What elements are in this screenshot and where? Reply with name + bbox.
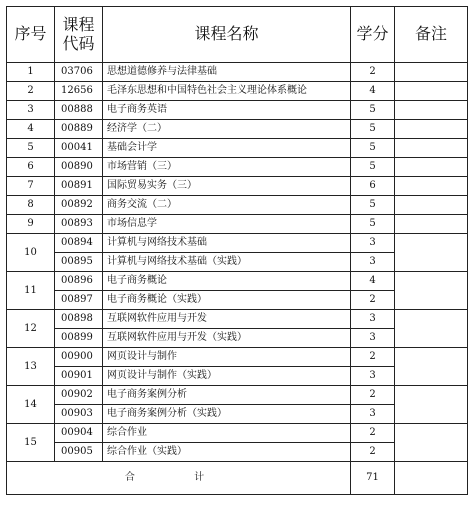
cell-seq: 7 bbox=[7, 177, 55, 196]
table-row bbox=[7, 234, 468, 253]
cell-course-code: 12656 bbox=[55, 82, 103, 101]
header-code bbox=[55, 7, 103, 63]
cell-credits: 2 bbox=[351, 63, 395, 82]
cell-course-name: 计算机与网络技术基础（实践） bbox=[103, 253, 351, 272]
cell-notes bbox=[395, 82, 468, 101]
cell-course-code: 00041 bbox=[55, 139, 103, 158]
cell-credits: 4 bbox=[351, 272, 395, 291]
cell-course-code: 00903 bbox=[55, 405, 103, 424]
cell-course-code: 00889 bbox=[55, 120, 103, 139]
cell-credits: 5 bbox=[351, 196, 395, 215]
cell-seq: 15 bbox=[7, 424, 55, 462]
cell-course-code: 00888 bbox=[55, 101, 103, 120]
total-credits: 71 bbox=[351, 462, 395, 495]
cell-seq: 2 bbox=[7, 82, 55, 101]
header-notes: 备注 bbox=[395, 7, 468, 63]
cell-course-code: 00905 bbox=[55, 443, 103, 462]
cell-notes bbox=[395, 101, 468, 120]
cell-credits: 5 bbox=[351, 139, 395, 158]
cell-course-name: 电子商务概论 bbox=[103, 272, 351, 291]
cell-course-code: 00901 bbox=[55, 367, 103, 386]
table-row bbox=[7, 63, 468, 82]
cell-notes bbox=[395, 120, 468, 139]
cell-course-code: 00897 bbox=[55, 291, 103, 310]
cell-credits: 5 bbox=[351, 120, 395, 139]
cell-seq: 1 bbox=[7, 63, 55, 82]
cell-course-code: 00895 bbox=[55, 253, 103, 272]
cell-notes bbox=[395, 215, 468, 234]
cell-course-name: 电子商务概论（实践） bbox=[103, 291, 351, 310]
table-body bbox=[7, 63, 468, 495]
cell-notes bbox=[395, 310, 468, 348]
table-row bbox=[7, 386, 468, 405]
table-row bbox=[7, 196, 468, 215]
cell-course-name: 电子商务案例分析（实践） bbox=[103, 405, 351, 424]
cell-course-name: 综合作业 bbox=[103, 424, 351, 443]
cell-seq: 4 bbox=[7, 120, 55, 139]
total-row bbox=[7, 462, 468, 495]
cell-course-code: 00898 bbox=[55, 310, 103, 329]
cell-course-code: 00904 bbox=[55, 424, 103, 443]
cell-notes bbox=[395, 139, 468, 158]
cell-credits: 2 bbox=[351, 291, 395, 310]
cell-course-code: 00896 bbox=[55, 272, 103, 291]
cell-course-code: 00899 bbox=[55, 329, 103, 348]
cell-seq: 6 bbox=[7, 158, 55, 177]
cell-credits: 3 bbox=[351, 329, 395, 348]
table-row bbox=[7, 348, 468, 367]
cell-seq: 5 bbox=[7, 139, 55, 158]
cell-course-name: 互联网软件应用与开发（实践） bbox=[103, 329, 351, 348]
table-row bbox=[7, 310, 468, 329]
cell-credits: 3 bbox=[351, 234, 395, 253]
cell-course-code: 03706 bbox=[55, 63, 103, 82]
cell-course-name: 基础会计学 bbox=[103, 139, 351, 158]
table-row bbox=[7, 101, 468, 120]
cell-course-name: 经济学（二） bbox=[103, 120, 351, 139]
table-row bbox=[7, 424, 468, 443]
cell-course-code: 00892 bbox=[55, 196, 103, 215]
cell-credits: 2 bbox=[351, 424, 395, 443]
cell-course-name: 思想道德修养与法律基础 bbox=[103, 63, 351, 82]
cell-course-code: 00894 bbox=[55, 234, 103, 253]
cell-seq: 3 bbox=[7, 101, 55, 120]
cell-course-name: 市场信息学 bbox=[103, 215, 351, 234]
cell-course-code: 00893 bbox=[55, 215, 103, 234]
cell-course-name: 计算机与网络技术基础 bbox=[103, 234, 351, 253]
cell-course-name: 毛泽东思想和中国特色社会主义理论体系概论 bbox=[103, 82, 351, 101]
header-credits: 学分 bbox=[351, 7, 395, 63]
cell-notes bbox=[395, 196, 468, 215]
cell-course-name: 电子商务英语 bbox=[103, 101, 351, 120]
cell-course-name: 综合作业（实践） bbox=[103, 443, 351, 462]
table-row bbox=[7, 177, 468, 196]
cell-credits: 5 bbox=[351, 101, 395, 120]
cell-notes bbox=[395, 63, 468, 82]
total-notes bbox=[395, 462, 468, 495]
cell-notes bbox=[395, 386, 468, 424]
cell-credits: 2 bbox=[351, 348, 395, 367]
cell-course-name: 电子商务案例分析 bbox=[103, 386, 351, 405]
total-label: 合 计 bbox=[7, 462, 351, 495]
cell-credits: 2 bbox=[351, 443, 395, 462]
cell-course-name: 网页设计与制作 bbox=[103, 348, 351, 367]
cell-seq: 13 bbox=[7, 348, 55, 386]
cell-credits: 3 bbox=[351, 253, 395, 272]
cell-course-code: 00902 bbox=[55, 386, 103, 405]
cell-credits: 5 bbox=[351, 215, 395, 234]
table-row bbox=[7, 158, 468, 177]
table-row bbox=[7, 272, 468, 291]
header-code-line1: 课程 bbox=[62, 15, 95, 35]
table-row bbox=[7, 139, 468, 158]
cell-seq: 9 bbox=[7, 215, 55, 234]
cell-notes bbox=[395, 272, 468, 310]
curriculum-sheet bbox=[6, 6, 467, 495]
header-code-line2: 代码 bbox=[62, 33, 95, 53]
cell-seq: 14 bbox=[7, 386, 55, 424]
cell-course-code: 00891 bbox=[55, 177, 103, 196]
cell-notes bbox=[395, 177, 468, 196]
cell-course-name: 市场营销（三） bbox=[103, 158, 351, 177]
table-row bbox=[7, 215, 468, 234]
cell-notes bbox=[395, 234, 468, 272]
cell-notes bbox=[395, 424, 468, 462]
course-table bbox=[6, 6, 468, 495]
cell-seq: 12 bbox=[7, 310, 55, 348]
cell-credits: 2 bbox=[351, 386, 395, 405]
table-row bbox=[7, 82, 468, 101]
cell-course-code: 00900 bbox=[55, 348, 103, 367]
cell-seq: 10 bbox=[7, 234, 55, 272]
cell-seq: 11 bbox=[7, 272, 55, 310]
cell-credits: 3 bbox=[351, 405, 395, 424]
cell-course-name: 商务交流（二） bbox=[103, 196, 351, 215]
header-seq: 序号 bbox=[7, 7, 55, 63]
cell-course-name: 网页设计与制作（实践） bbox=[103, 367, 351, 386]
cell-course-code: 00890 bbox=[55, 158, 103, 177]
cell-credits: 4 bbox=[351, 82, 395, 101]
cell-course-name: 互联网软件应用与开发 bbox=[103, 310, 351, 329]
cell-credits: 3 bbox=[351, 367, 395, 386]
cell-credits: 5 bbox=[351, 158, 395, 177]
cell-seq: 8 bbox=[7, 196, 55, 215]
cell-notes bbox=[395, 158, 468, 177]
header-name: 课程名称 bbox=[103, 7, 351, 63]
table-row bbox=[7, 120, 468, 139]
cell-credits: 6 bbox=[351, 177, 395, 196]
cell-course-name: 国际贸易实务（三） bbox=[103, 177, 351, 196]
cell-notes bbox=[395, 348, 468, 386]
header-row bbox=[7, 7, 468, 63]
cell-credits: 3 bbox=[351, 310, 395, 329]
